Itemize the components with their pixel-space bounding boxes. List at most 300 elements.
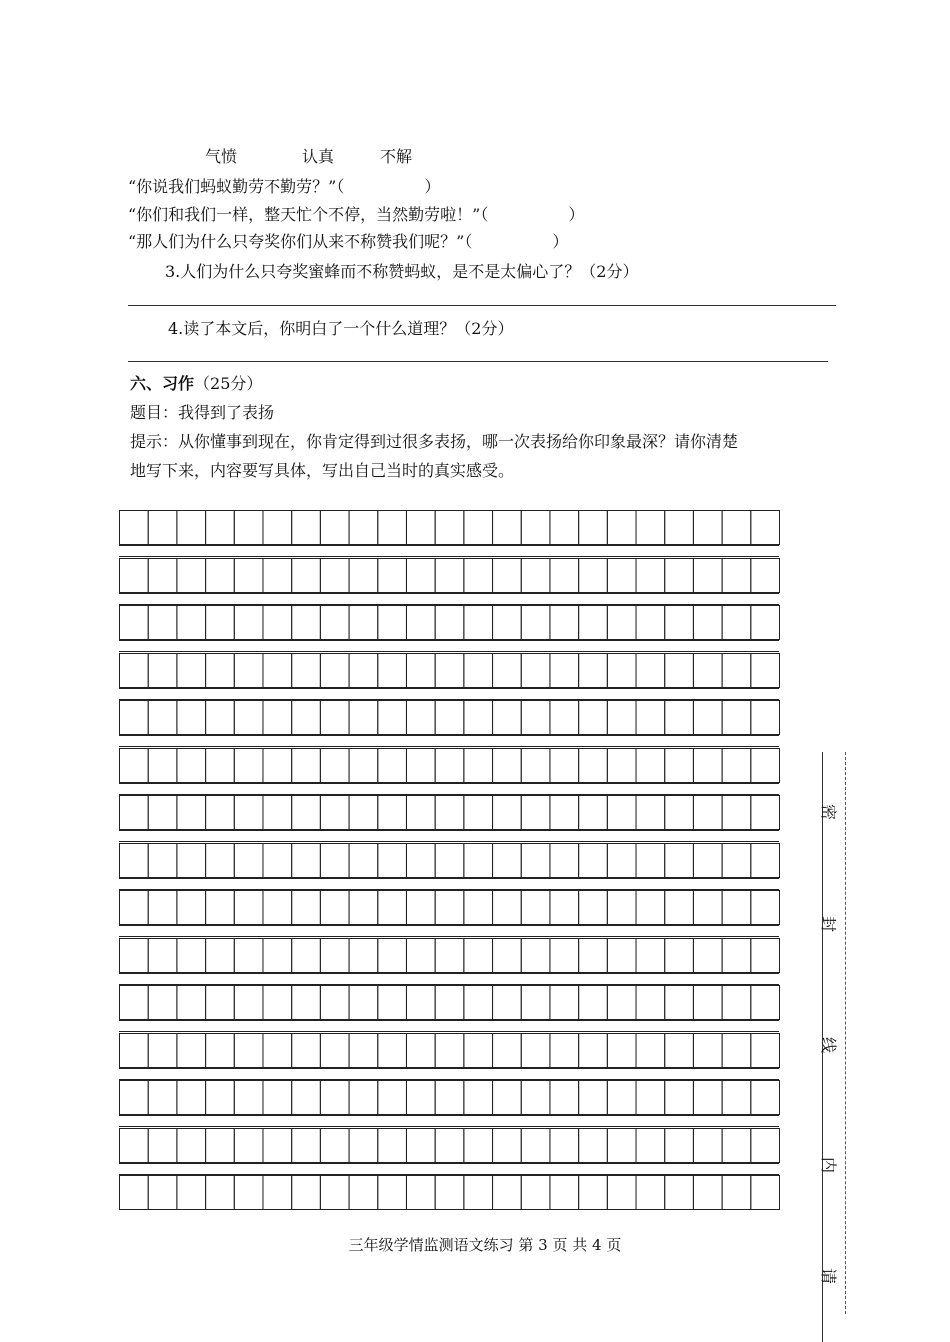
grid-cell[interactable] bbox=[722, 701, 751, 735]
grid-cell[interactable] bbox=[349, 748, 378, 782]
grid-cell[interactable] bbox=[636, 558, 665, 592]
grid-cell[interactable] bbox=[263, 891, 292, 925]
grid-cell[interactable] bbox=[464, 1033, 493, 1067]
grid-cell[interactable] bbox=[120, 1033, 149, 1067]
grid-cell[interactable] bbox=[177, 606, 206, 640]
grid-cell[interactable] bbox=[234, 986, 263, 1020]
grid-cell[interactable] bbox=[148, 653, 177, 687]
grid-cell[interactable] bbox=[636, 1128, 665, 1162]
grid-cell[interactable] bbox=[521, 558, 550, 592]
grid-cell[interactable] bbox=[722, 1176, 751, 1210]
grid-cell[interactable] bbox=[607, 748, 636, 782]
grid-cell[interactable] bbox=[234, 1128, 263, 1162]
grid-cell[interactable] bbox=[177, 1176, 206, 1210]
grid-cell[interactable] bbox=[378, 558, 407, 592]
grid-cell[interactable] bbox=[493, 653, 522, 687]
grid-cell[interactable] bbox=[206, 986, 235, 1020]
grid-cell[interactable] bbox=[292, 796, 321, 830]
grid-cell[interactable] bbox=[751, 558, 780, 592]
grid-cell[interactable] bbox=[177, 748, 206, 782]
grid-cell[interactable] bbox=[493, 1033, 522, 1067]
grid-cell[interactable] bbox=[579, 511, 608, 545]
grid-cell[interactable] bbox=[234, 606, 263, 640]
answer-line-4[interactable] bbox=[128, 361, 828, 362]
grid-cell[interactable] bbox=[234, 1176, 263, 1210]
grid-cell[interactable] bbox=[148, 1033, 177, 1067]
grid-cell[interactable] bbox=[206, 748, 235, 782]
grid-cell[interactable] bbox=[378, 511, 407, 545]
grid-cell[interactable] bbox=[550, 891, 579, 925]
grid-cell[interactable] bbox=[234, 1033, 263, 1067]
grid-row[interactable] bbox=[119, 605, 780, 640]
grid-cell[interactable] bbox=[521, 1176, 550, 1210]
grid-cell[interactable] bbox=[607, 1081, 636, 1115]
grid-cell[interactable] bbox=[607, 1033, 636, 1067]
grid-cell[interactable] bbox=[378, 606, 407, 640]
grid-cell[interactable] bbox=[435, 701, 464, 735]
grid-cell[interactable] bbox=[263, 1128, 292, 1162]
grid-cell[interactable] bbox=[206, 558, 235, 592]
grid-cell[interactable] bbox=[550, 1081, 579, 1115]
grid-cell[interactable] bbox=[722, 843, 751, 877]
grid-cell[interactable] bbox=[693, 511, 722, 545]
grid-cell[interactable] bbox=[378, 938, 407, 972]
grid-cell[interactable] bbox=[579, 748, 608, 782]
grid-cell[interactable] bbox=[607, 1128, 636, 1162]
grid-cell[interactable] bbox=[722, 1033, 751, 1067]
grid-cell[interactable] bbox=[406, 653, 435, 687]
grid-cell[interactable] bbox=[320, 986, 349, 1020]
grid-cell[interactable] bbox=[665, 796, 694, 830]
grid-cell[interactable] bbox=[406, 748, 435, 782]
grid-cell[interactable] bbox=[722, 986, 751, 1020]
grid-cell[interactable] bbox=[349, 653, 378, 687]
grid-cell[interactable] bbox=[751, 701, 780, 735]
grid-cell[interactable] bbox=[320, 748, 349, 782]
grid-cell[interactable] bbox=[751, 653, 780, 687]
grid-cell[interactable] bbox=[435, 1128, 464, 1162]
grid-cell[interactable] bbox=[636, 986, 665, 1020]
grid-cell[interactable] bbox=[148, 606, 177, 640]
grid-cell[interactable] bbox=[607, 1176, 636, 1210]
grid-cell[interactable] bbox=[636, 701, 665, 735]
grid-cell[interactable] bbox=[607, 891, 636, 925]
grid-cell[interactable] bbox=[378, 653, 407, 687]
grid-cell[interactable] bbox=[206, 511, 235, 545]
grid-cell[interactable] bbox=[665, 511, 694, 545]
grid-cell[interactable] bbox=[693, 1081, 722, 1115]
grid-cell[interactable] bbox=[722, 558, 751, 592]
grid-row[interactable] bbox=[119, 1175, 780, 1210]
grid-cell[interactable] bbox=[493, 986, 522, 1020]
grid-cell[interactable] bbox=[521, 653, 550, 687]
grid-cell[interactable] bbox=[177, 1033, 206, 1067]
grid-cell[interactable] bbox=[349, 1081, 378, 1115]
grid-cell[interactable] bbox=[435, 796, 464, 830]
grid-cell[interactable] bbox=[320, 1033, 349, 1067]
grid-cell[interactable] bbox=[636, 891, 665, 925]
grid-cell[interactable] bbox=[406, 986, 435, 1020]
grid-cell[interactable] bbox=[435, 843, 464, 877]
grid-cell[interactable] bbox=[292, 511, 321, 545]
grid-cell[interactable] bbox=[722, 606, 751, 640]
grid-cell[interactable] bbox=[378, 1033, 407, 1067]
grid-row[interactable] bbox=[119, 795, 780, 830]
grid-cell[interactable] bbox=[320, 1081, 349, 1115]
grid-cell[interactable] bbox=[693, 843, 722, 877]
grid-cell[interactable] bbox=[636, 1081, 665, 1115]
grid-cell[interactable] bbox=[464, 1128, 493, 1162]
grid-cell[interactable] bbox=[665, 843, 694, 877]
grid-cell[interactable] bbox=[320, 796, 349, 830]
grid-cell[interactable] bbox=[722, 891, 751, 925]
grid-cell[interactable] bbox=[292, 1176, 321, 1210]
grid-cell[interactable] bbox=[148, 701, 177, 735]
grid-cell[interactable] bbox=[464, 986, 493, 1020]
grid-cell[interactable] bbox=[751, 1128, 780, 1162]
grid-cell[interactable] bbox=[521, 1081, 550, 1115]
grid-cell[interactable] bbox=[406, 1176, 435, 1210]
grid-cell[interactable] bbox=[120, 748, 149, 782]
grid-cell[interactable] bbox=[665, 1128, 694, 1162]
grid-cell[interactable] bbox=[234, 558, 263, 592]
grid-cell[interactable] bbox=[349, 843, 378, 877]
grid-cell[interactable] bbox=[550, 511, 579, 545]
grid-cell[interactable] bbox=[120, 1176, 149, 1210]
grid-cell[interactable] bbox=[665, 891, 694, 925]
grid-cell[interactable] bbox=[464, 891, 493, 925]
grid-cell[interactable] bbox=[148, 796, 177, 830]
grid-cell[interactable] bbox=[292, 1128, 321, 1162]
grid-cell[interactable] bbox=[493, 606, 522, 640]
grid-cell[interactable] bbox=[550, 796, 579, 830]
grid-cell[interactable] bbox=[493, 938, 522, 972]
grid-cell[interactable] bbox=[378, 843, 407, 877]
grid-cell[interactable] bbox=[693, 938, 722, 972]
grid-cell[interactable] bbox=[378, 701, 407, 735]
grid-cell[interactable] bbox=[206, 1033, 235, 1067]
grid-cell[interactable] bbox=[177, 701, 206, 735]
grid-cell[interactable] bbox=[120, 1081, 149, 1115]
grid-cell[interactable] bbox=[493, 1128, 522, 1162]
grid-cell[interactable] bbox=[751, 1081, 780, 1115]
grid-cell[interactable] bbox=[464, 843, 493, 877]
grid-cell[interactable] bbox=[320, 938, 349, 972]
grid-cell[interactable] bbox=[320, 558, 349, 592]
grid-cell[interactable] bbox=[722, 511, 751, 545]
grid-cell[interactable] bbox=[751, 1033, 780, 1067]
grid-cell[interactable] bbox=[206, 938, 235, 972]
grid-cell[interactable] bbox=[349, 701, 378, 735]
grid-cell[interactable] bbox=[148, 511, 177, 545]
grid-row[interactable] bbox=[119, 1033, 780, 1068]
grid-cell[interactable] bbox=[493, 701, 522, 735]
grid-cell[interactable] bbox=[148, 891, 177, 925]
grid-cell[interactable] bbox=[665, 748, 694, 782]
grid-cell[interactable] bbox=[435, 653, 464, 687]
grid-cell[interactable] bbox=[636, 606, 665, 640]
grid-cell[interactable] bbox=[693, 558, 722, 592]
grid-cell[interactable] bbox=[464, 558, 493, 592]
grid-cell[interactable] bbox=[349, 511, 378, 545]
grid-cell[interactable] bbox=[751, 511, 780, 545]
grid-cell[interactable] bbox=[120, 843, 149, 877]
grid-cell[interactable] bbox=[349, 891, 378, 925]
grid-cell[interactable] bbox=[435, 748, 464, 782]
grid-cell[interactable] bbox=[521, 1128, 550, 1162]
answer-line-3[interactable] bbox=[128, 305, 836, 306]
grid-cell[interactable] bbox=[320, 891, 349, 925]
grid-cell[interactable] bbox=[148, 1081, 177, 1115]
grid-cell[interactable] bbox=[665, 1081, 694, 1115]
grid-cell[interactable] bbox=[406, 558, 435, 592]
grid-cell[interactable] bbox=[550, 653, 579, 687]
grid-cell[interactable] bbox=[206, 1128, 235, 1162]
grid-cell[interactable] bbox=[349, 796, 378, 830]
grid-row[interactable] bbox=[119, 1128, 780, 1163]
grid-cell[interactable] bbox=[693, 701, 722, 735]
grid-cell[interactable] bbox=[120, 701, 149, 735]
grid-cell[interactable] bbox=[234, 1081, 263, 1115]
grid-cell[interactable] bbox=[263, 938, 292, 972]
grid-cell[interactable] bbox=[751, 748, 780, 782]
grid-cell[interactable] bbox=[550, 1128, 579, 1162]
grid-cell[interactable] bbox=[722, 748, 751, 782]
grid-cell[interactable] bbox=[292, 748, 321, 782]
grid-cell[interactable] bbox=[665, 558, 694, 592]
grid-cell[interactable] bbox=[378, 796, 407, 830]
grid-cell[interactable] bbox=[607, 796, 636, 830]
grid-cell[interactable] bbox=[579, 606, 608, 640]
grid-cell[interactable] bbox=[550, 843, 579, 877]
grid-cell[interactable] bbox=[579, 986, 608, 1020]
grid-cell[interactable] bbox=[722, 938, 751, 972]
grid-cell[interactable] bbox=[751, 1176, 780, 1210]
grid-cell[interactable] bbox=[263, 1033, 292, 1067]
grid-cell[interactable] bbox=[521, 511, 550, 545]
grid-cell[interactable] bbox=[607, 653, 636, 687]
grid-cell[interactable] bbox=[120, 986, 149, 1020]
grid-cell[interactable] bbox=[120, 511, 149, 545]
grid-cell[interactable] bbox=[349, 986, 378, 1020]
grid-cell[interactable] bbox=[234, 748, 263, 782]
grid-cell[interactable] bbox=[636, 511, 665, 545]
grid-cell[interactable] bbox=[550, 558, 579, 592]
grid-cell[interactable] bbox=[378, 1176, 407, 1210]
grid-cell[interactable] bbox=[636, 1033, 665, 1067]
grid-cell[interactable] bbox=[435, 1033, 464, 1067]
grid-cell[interactable] bbox=[693, 748, 722, 782]
grid-cell[interactable] bbox=[206, 653, 235, 687]
grid-row[interactable] bbox=[119, 558, 780, 593]
grid-cell[interactable] bbox=[292, 986, 321, 1020]
grid-cell[interactable] bbox=[177, 938, 206, 972]
grid-cell[interactable] bbox=[378, 1128, 407, 1162]
grid-cell[interactable] bbox=[234, 796, 263, 830]
grid-cell[interactable] bbox=[665, 986, 694, 1020]
grid-cell[interactable] bbox=[148, 938, 177, 972]
grid-cell[interactable] bbox=[292, 843, 321, 877]
grid-cell[interactable] bbox=[435, 1176, 464, 1210]
grid-cell[interactable] bbox=[665, 701, 694, 735]
grid-cell[interactable] bbox=[435, 986, 464, 1020]
grid-cell[interactable] bbox=[320, 653, 349, 687]
grid-cell[interactable] bbox=[665, 606, 694, 640]
grid-cell[interactable] bbox=[120, 796, 149, 830]
grid-cell[interactable] bbox=[349, 558, 378, 592]
grid-cell[interactable] bbox=[579, 1128, 608, 1162]
grid-cell[interactable] bbox=[206, 701, 235, 735]
grid-cell[interactable] bbox=[607, 986, 636, 1020]
grid-cell[interactable] bbox=[292, 653, 321, 687]
grid-cell[interactable] bbox=[148, 558, 177, 592]
grid-cell[interactable] bbox=[493, 558, 522, 592]
grid-cell[interactable] bbox=[751, 986, 780, 1020]
grid-cell[interactable] bbox=[263, 1081, 292, 1115]
grid-cell[interactable] bbox=[435, 938, 464, 972]
grid-cell[interactable] bbox=[120, 653, 149, 687]
grid-cell[interactable] bbox=[693, 1128, 722, 1162]
grid-cell[interactable] bbox=[349, 1033, 378, 1067]
grid-cell[interactable] bbox=[349, 938, 378, 972]
grid-cell[interactable] bbox=[521, 748, 550, 782]
grid-row[interactable] bbox=[119, 1080, 780, 1115]
grid-cell[interactable] bbox=[206, 796, 235, 830]
grid-cell[interactable] bbox=[607, 938, 636, 972]
grid-cell[interactable] bbox=[292, 558, 321, 592]
grid-cell[interactable] bbox=[493, 1176, 522, 1210]
grid-cell[interactable] bbox=[751, 606, 780, 640]
grid-cell[interactable] bbox=[550, 701, 579, 735]
grid-cell[interactable] bbox=[320, 606, 349, 640]
grid-row[interactable] bbox=[119, 890, 780, 925]
grid-cell[interactable] bbox=[292, 938, 321, 972]
grid-cell[interactable] bbox=[493, 796, 522, 830]
grid-cell[interactable] bbox=[263, 986, 292, 1020]
grid-cell[interactable] bbox=[636, 1176, 665, 1210]
grid-cell[interactable] bbox=[292, 891, 321, 925]
grid-cell[interactable] bbox=[607, 511, 636, 545]
grid-cell[interactable] bbox=[263, 748, 292, 782]
grid-cell[interactable] bbox=[607, 843, 636, 877]
grid-cell[interactable] bbox=[320, 1176, 349, 1210]
grid-cell[interactable] bbox=[493, 748, 522, 782]
grid-cell[interactable] bbox=[550, 1176, 579, 1210]
grid-cell[interactable] bbox=[521, 701, 550, 735]
grid-cell[interactable] bbox=[234, 891, 263, 925]
grid-cell[interactable] bbox=[722, 653, 751, 687]
grid-cell[interactable] bbox=[206, 891, 235, 925]
grid-cell[interactable] bbox=[206, 1176, 235, 1210]
grid-cell[interactable] bbox=[378, 1081, 407, 1115]
grid-cell[interactable] bbox=[579, 1033, 608, 1067]
grid-cell[interactable] bbox=[263, 653, 292, 687]
grid-cell[interactable] bbox=[464, 748, 493, 782]
grid-cell[interactable] bbox=[521, 986, 550, 1020]
grid-cell[interactable] bbox=[579, 1081, 608, 1115]
grid-cell[interactable] bbox=[120, 938, 149, 972]
grid-cell[interactable] bbox=[206, 843, 235, 877]
grid-row[interactable] bbox=[119, 985, 780, 1020]
grid-cell[interactable] bbox=[406, 796, 435, 830]
grid-cell[interactable] bbox=[636, 843, 665, 877]
grid-cell[interactable] bbox=[234, 511, 263, 545]
grid-cell[interactable] bbox=[579, 653, 608, 687]
grid-cell[interactable] bbox=[693, 796, 722, 830]
grid-cell[interactable] bbox=[378, 986, 407, 1020]
grid-cell[interactable] bbox=[292, 701, 321, 735]
grid-cell[interactable] bbox=[206, 1081, 235, 1115]
grid-cell[interactable] bbox=[234, 701, 263, 735]
grid-cell[interactable] bbox=[464, 1081, 493, 1115]
grid-cell[interactable] bbox=[263, 701, 292, 735]
grid-row[interactable] bbox=[119, 938, 780, 973]
grid-cell[interactable] bbox=[550, 938, 579, 972]
grid-cell[interactable] bbox=[722, 1128, 751, 1162]
grid-cell[interactable] bbox=[464, 511, 493, 545]
grid-cell[interactable] bbox=[751, 843, 780, 877]
grid-cell[interactable] bbox=[292, 606, 321, 640]
grid-cell[interactable] bbox=[693, 891, 722, 925]
grid-cell[interactable] bbox=[263, 606, 292, 640]
grid-cell[interactable] bbox=[550, 748, 579, 782]
grid-cell[interactable] bbox=[751, 938, 780, 972]
grid-cell[interactable] bbox=[148, 1176, 177, 1210]
grid-cell[interactable] bbox=[550, 986, 579, 1020]
grid-cell[interactable] bbox=[320, 1128, 349, 1162]
grid-cell[interactable] bbox=[177, 796, 206, 830]
grid-row[interactable] bbox=[119, 843, 780, 878]
grid-cell[interactable] bbox=[406, 938, 435, 972]
grid-cell[interactable] bbox=[493, 891, 522, 925]
grid-cell[interactable] bbox=[435, 891, 464, 925]
grid-cell[interactable] bbox=[693, 606, 722, 640]
grid-cell[interactable] bbox=[665, 1033, 694, 1067]
grid-cell[interactable] bbox=[521, 606, 550, 640]
grid-row[interactable] bbox=[119, 510, 780, 545]
grid-cell[interactable] bbox=[579, 796, 608, 830]
grid-cell[interactable] bbox=[177, 891, 206, 925]
grid-cell[interactable] bbox=[493, 843, 522, 877]
grid-cell[interactable] bbox=[406, 1128, 435, 1162]
grid-cell[interactable] bbox=[349, 606, 378, 640]
grid-cell[interactable] bbox=[521, 938, 550, 972]
grid-cell[interactable] bbox=[493, 511, 522, 545]
grid-cell[interactable] bbox=[263, 796, 292, 830]
grid-cell[interactable] bbox=[263, 843, 292, 877]
grid-cell[interactable] bbox=[177, 558, 206, 592]
grid-cell[interactable] bbox=[521, 796, 550, 830]
grid-cell[interactable] bbox=[406, 606, 435, 640]
grid-cell[interactable] bbox=[550, 1033, 579, 1067]
grid-cell[interactable] bbox=[435, 511, 464, 545]
grid-cell[interactable] bbox=[177, 986, 206, 1020]
grid-cell[interactable] bbox=[435, 606, 464, 640]
grid-cell[interactable] bbox=[521, 843, 550, 877]
grid-cell[interactable] bbox=[693, 986, 722, 1020]
grid-cell[interactable] bbox=[607, 558, 636, 592]
grid-cell[interactable] bbox=[579, 891, 608, 925]
grid-cell[interactable] bbox=[693, 1033, 722, 1067]
grid-cell[interactable] bbox=[177, 1128, 206, 1162]
grid-cell[interactable] bbox=[464, 653, 493, 687]
grid-cell[interactable] bbox=[263, 1176, 292, 1210]
grid-cell[interactable] bbox=[406, 891, 435, 925]
grid-cell[interactable] bbox=[349, 1176, 378, 1210]
grid-cell[interactable] bbox=[464, 1176, 493, 1210]
grid-cell[interactable] bbox=[378, 748, 407, 782]
grid-cell[interactable] bbox=[406, 1033, 435, 1067]
